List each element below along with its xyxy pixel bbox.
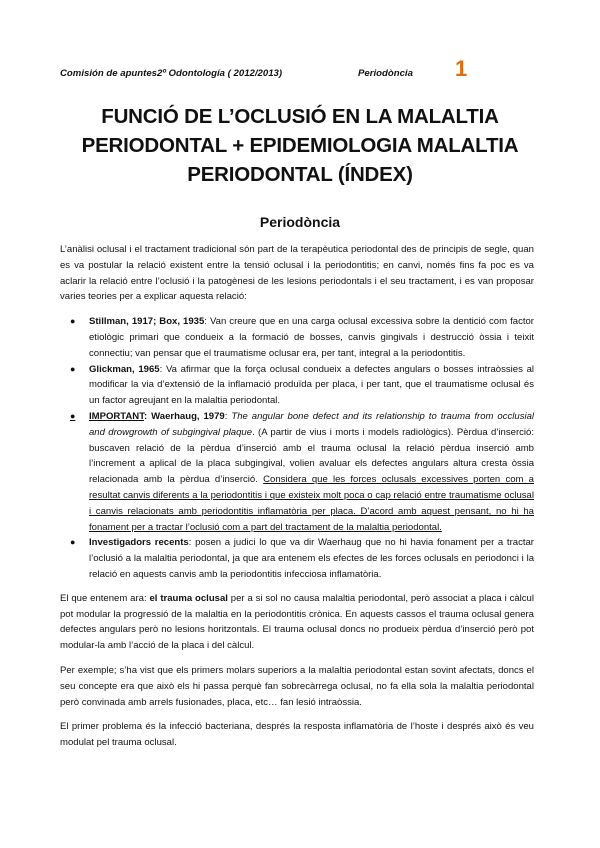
theory-text: : Van creure que en una carga oclusal excessiva sobre la dentició com factor etiològic primari que condueix a la formació de bosses, canvis gingivals i destrucció òssia i teixit connectiu; van pensar que el traumatisme oclusar era, per tant, integral a la periodontitis. [89,316,534,359]
colon: : [224,410,232,422]
section-subtitle: Periodòncia [259,214,341,230]
list-item [60,362,534,409]
bullet-icon: ● [70,537,76,548]
theory-text: . (A partir de vius i morts i models radiològics). Pèrdua d’inserció: buscaven relació de la pèrdua d’inserció amb el trauma oclusal la relació pèrdua inserció amb l’increment a aplical de la placa subgingival, volien avaluar els defectes angulars altura cresta òssia relacionada amb la pèrdua d’inserció. [89,426,534,486]
conclusion-paragraph: El primer problema és la infecció bacteriana, després la resposta inflamatòria de l’hoste i després això és veu modulat pel trauma oclusal. [60,721,534,749]
theories-list [60,314,534,583]
example-paragraph: Per exemple; s’ha vist que els primers molars superiors a la malaltia periodontal estan sovint afectats, doncs el seu concepte era que això els hi passa perquè fan sobrecàrrega oclusal, no fa ella sola la malaltia periodontal però convinada amb arrels fusionades, placa, etc… fan lesió intraòssia. [60,664,534,708]
important-label: IMPORTANT [89,410,144,422]
document-title [40,102,560,189]
header-course: Comisión de apuntes2º Odontología ( 2012/2013) [60,68,283,79]
theory-conclusion: Considera que les forces oclusals excessives porten com a resultat canvis diferents a la periodontitis i que existeix molt poca o cap relació entre traumatisme oclusal i canvis relacionats amb periodontitis inflamatòria per placa. D’acord amb aquest pensant, no hi ha fonament per a tractar l’oclusió com a part del tractament de la malaltia periodontal. [89,474,534,533]
theory-author: Stillman, 1917; Box, 1935 [89,316,205,328]
para-keyword: el trauma oclusal [149,592,228,604]
title-line: FUNCIÓ DE L’OCLUSIÓ EN LA MALALTIA [101,105,499,128]
list-item [60,535,534,582]
theory-author: Investigadors recents [89,537,189,549]
header-subject: Periodòncia [358,68,413,79]
page-number: 1 [455,56,468,81]
bullet-icon: ● [70,410,76,421]
body-text [60,242,534,760]
current-understanding-paragraph [60,591,534,654]
para-text: per a si sol no causa malaltia periodontal, però associat a placa i càlcul pot modular la progressió de la malaltia en la periodontitis crònica. En aquests cassos el trauma oclusal genera defectes angulars però no lesions horitzontals. El trauma oclusal doncs no produeix pèrdua d’inserció però pot modular-la amb l’acció de la placa i del càlcul. [60,592,534,652]
paper-title: The angular bone defect and its relationship to trauma from occlusial and drowgrowth of subgingival plaque [89,410,535,438]
bullet-icon: ● [70,363,76,374]
intro-paragraph: L’anàlisi oclusal i el tractament tradicional són part de la terapèutica periodontal des de principis de segle, quan es va postular la relació existent entre la tensió oclusal i la periodontitis; en canvi, només fins fa poc es va aclarir la relació entre l’oclusió i la patogènesi de les lesions periodontals i el seu tractament, i es van proposar varies teories per a explicar aquesta relació: [60,244,534,303]
theory-author: : Waerhaug, 1979 [143,410,225,422]
theory-text: : Va afirmar que la força oclusal condueix a defectes angulars o bosses intraòssies al modificar la via d’extensió de la inflamació produïda per placa, i per tant, que el traumatisme oclusal és un factor agreujant en la malaltia periodontal. [89,363,534,407]
list-item [60,409,534,535]
bullet-icon: ● [70,316,76,327]
title-line: PERIODONTAL + EPIDEMIOLOGIA MALALTIA [81,134,519,157]
theory-author: Glickman, 1965 [89,363,160,375]
list-item [60,314,534,361]
title-line: PERIODONTAL (ÍNDEX) [187,163,413,186]
theory-text: : posen a judici lo que va dir Waerhaug que no hi havia fonament per a tractar l’oclusió a la malaltia periodontal, ja que ara entenem els efectes de les forces oclusals en periodonci i la relació en aquests canvis amb la periodontitis infecciosa inflamatòria. [89,537,534,580]
page-header [60,56,550,86]
para-lead: El que entenem ara: [60,592,150,604]
